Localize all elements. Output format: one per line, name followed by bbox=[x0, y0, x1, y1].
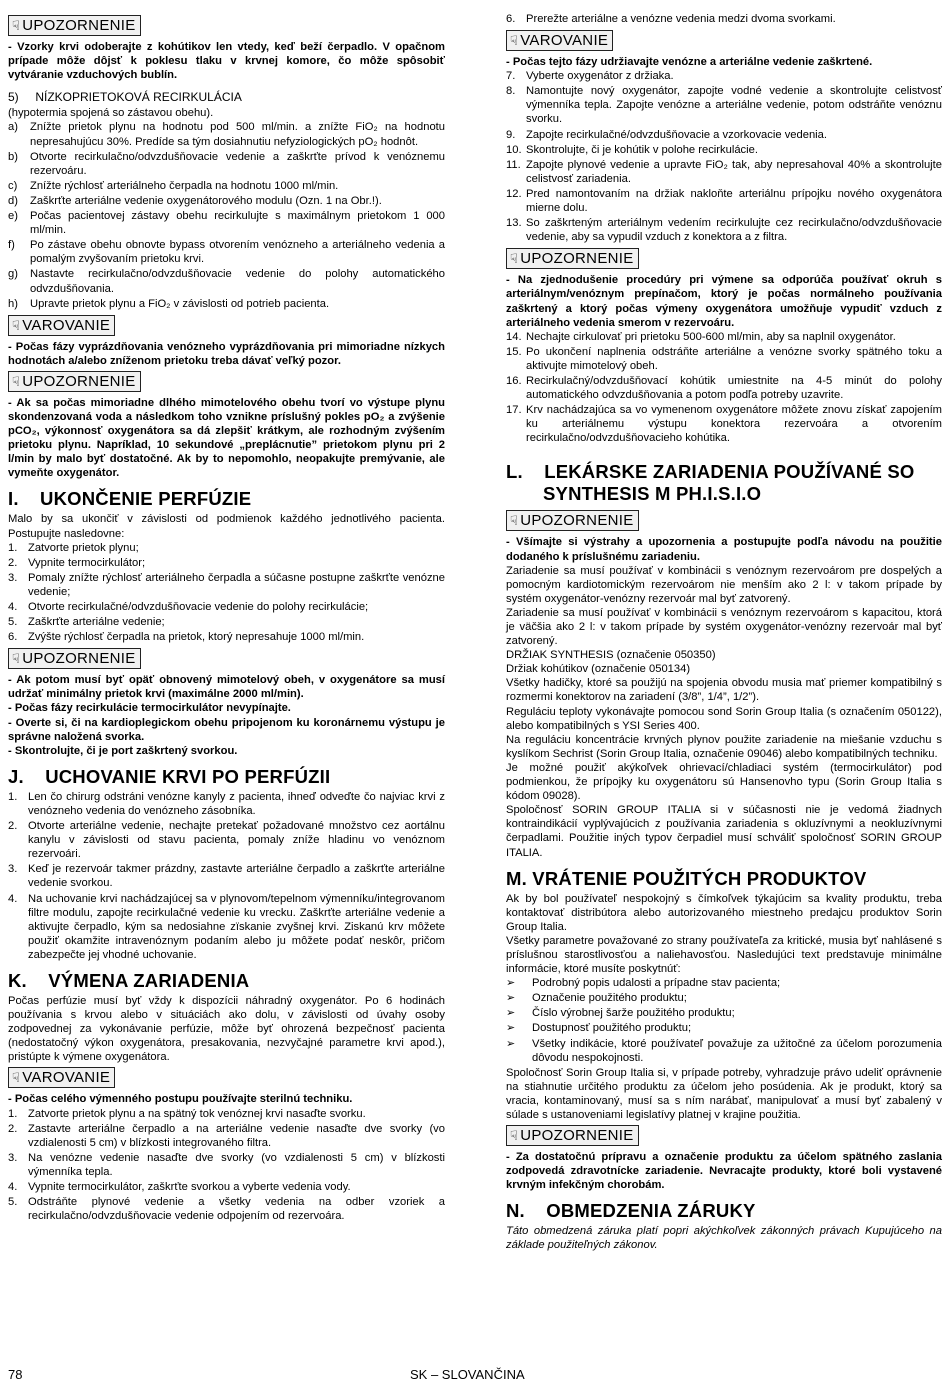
hand-pointing-down-icon: ☟ bbox=[12, 373, 21, 389]
section-n-text: Táto obmedzená záruka platí popri akýchkoľvek zákonných právach Kupujúceho na základe použiteľných zákonov. bbox=[506, 1225, 942, 1252]
list-marker: 3. bbox=[8, 571, 18, 584]
list-continued bbox=[506, 12, 942, 26]
section-m-p3: Spoločnosť Sorin Group Italia si, v prípade potreby, vyhradzuje právo udeliť oprávnenie na stiahnutie určitého produktu za účelom jeho posúdenia. Ak je produkt, ktorý sa vracia, kontaminovaný, musí sa s ním narábať, manipulovať a musí byť zabalený v súlade s ustanoveniami legislatívy platnej v krajine použitia. bbox=[506, 1066, 942, 1121]
list-item bbox=[506, 12, 942, 26]
warning-text: - Skontrolujte, či je port zaškrtený svorkou. bbox=[8, 744, 238, 757]
list-item bbox=[506, 158, 942, 186]
list-marker: b) bbox=[8, 150, 18, 163]
warning-text: - Na zjednodušenie procedúry pri výmene sa odporúča používať okruh s arteriálnym/venóznym prepínačom, ktorý je počas normálneho používania zaškrtený a ktorý počas výmeny oxygenátora umožňuje vypudiť vzduch z arteriálneho vedenia smerom v rezervoáru. bbox=[506, 274, 942, 329]
section-m-bullets bbox=[506, 976, 942, 1065]
list-marker: 15. bbox=[506, 345, 522, 358]
section-l-title-line1: L. LEKÁRSKE ZARIADENIA POUŽÍVANÉ SO bbox=[506, 461, 915, 483]
warning-text: - Ak sa počas mimoriadne dlhého mimotelového obehu tvorí vo výstupe plynu skondenzovaná voda a následkom toho vznikne príslušný pokles pO₂ a zvýšenie pCO₂, výkonnosť oxygenátora sa dá zlepšiť krátkym, ale rozhodným zvýšením prietoku plynu. Napríklad, 10 sekundové „preplácnutie” prietokom plynu pri 2 l/min by malo byť dostatočné. Ak by to nepomohlo, neopakujte premývanie, ale vymeňte oxygenátor. bbox=[8, 396, 445, 480]
list-text: Zatvorte prietok plynu a na spätný tok venóznej krvi nasaďte svorku. bbox=[28, 1107, 366, 1120]
warning-text: - Počas tejto fázy udržiavajte venózne a arteriálne vedenie zaškrtené. bbox=[506, 56, 873, 69]
list-marker: 2. bbox=[8, 820, 18, 833]
list-item bbox=[506, 330, 942, 344]
list-text: Zaškrťte arteriálne vedenie; bbox=[28, 616, 165, 629]
list-item bbox=[8, 209, 445, 237]
list-text: Znížte rýchlosť arteriálneho čerpadla na hodnotu 1000 ml/min. bbox=[30, 179, 339, 192]
section-i-list bbox=[8, 541, 445, 645]
section-l-title bbox=[506, 461, 942, 505]
hand-pointing-down-icon: ☟ bbox=[510, 1128, 519, 1144]
section-j-title: J. UCHOVANIE KRVI PO PERFÚZII bbox=[8, 765, 331, 787]
list-text: Namontujte nový oxygenátor, zapojte vodné vedenie a skontrolujte celistvosť výmenníka tepla. Zapojte venózne a arteriálne vedenie, potom odstráňte venóznu svorku. bbox=[526, 85, 942, 126]
list-text: Počas pacientovej zástavy obehu recirkulujte s maximálnym prietokom 1 000 ml/min. bbox=[30, 210, 445, 237]
list-marker: 4. bbox=[8, 892, 18, 905]
list-text: Otvorte recirkulačno/odvzdušňovacie vedenie a zaškrťte prívod k venóznemu rezervoáru. bbox=[30, 150, 445, 177]
list-marker: 13. bbox=[506, 217, 522, 230]
list-item bbox=[8, 541, 445, 555]
list-item bbox=[506, 216, 942, 244]
section-5-intro: (hypotermia spojená so zástavou obehu). bbox=[8, 107, 214, 120]
list-text: Vyberte oxygenátor z držiaka. bbox=[526, 70, 674, 83]
warning-list bbox=[8, 673, 445, 758]
bullet-item bbox=[506, 991, 942, 1005]
list-marker: 3. bbox=[8, 1151, 18, 1164]
arrow-bullet-icon: ➢ bbox=[506, 992, 516, 1005]
list-item bbox=[8, 1195, 445, 1223]
list-item bbox=[8, 1107, 445, 1121]
warning-box-upozornenie bbox=[8, 648, 141, 669]
list-text: Po ukončení naplnenia odstráňte arteriálne a venózne svorky spätného toku a aktivujte mimotelový obeh. bbox=[526, 345, 942, 372]
section-i-intro: Malo by sa ukončiť v závislosti od podmienok každého jednotlivého pacienta. Postupujte nasledovne: bbox=[8, 513, 445, 540]
list-text: Na venózne vedenie nasaďte dve svorky (vo vzdialenosti 5 cm) v blízkosti výmenníka tepla. bbox=[28, 1151, 445, 1178]
section-k-intro: Počas perfúzie musí byť vždy k dispozícii náhradný oxygenátor. Po 6 hodinách používania s krvou alebo v situáciách ako dolu, v závislosti od úvahy osoby zodpovednej za vykonávanie perfúzie, môže byť ohrozená bezpečnosť pacienta (nedostatočný výkon oxygenátora, presakovania, nezvyčajné parametre krvi apod.), pristúpte k výmene oxygenátora. bbox=[8, 994, 445, 1064]
warning-label: UPOZORNENIE bbox=[520, 250, 634, 268]
list-text: Zapojte plynové vedenie a upravte FiO₂ tak, aby nepresahoval 40% a skontrolujte celistvosť zariadenia. bbox=[526, 158, 942, 185]
section-5-list bbox=[8, 120, 445, 310]
warning-box-varovanie bbox=[506, 30, 613, 51]
bullet-text: Označenie použitého produktu; bbox=[532, 992, 687, 1005]
list-marker: 17. bbox=[506, 404, 522, 417]
list-text: Zvýšte rýchlosť čerpadla na prietok, ktorý nepresahuje 1000 ml/min. bbox=[28, 631, 365, 644]
hand-pointing-down-icon: ☟ bbox=[12, 651, 21, 667]
list-text: Znížte prietok plynu na hodnotu pod 500 ml/min. a znížte FiO₂ na hodnotu nepresahujúcu 30%. Predíde sa tým dosiahnutiu nefyziologických pO₂ hodnôt. bbox=[30, 121, 445, 148]
list-marker: h) bbox=[8, 297, 18, 310]
list-text: Zaškrťte arteriálne vedenie oxygenátorového modulu (Ozn. 1 na Obr.!). bbox=[30, 194, 382, 207]
list-item bbox=[8, 267, 445, 295]
section-l-paragraph: DRŽIAK SYNTHESIS (označenie 050350) bbox=[506, 649, 716, 662]
bullet-item bbox=[506, 1021, 942, 1035]
list-marker: 4. bbox=[8, 1181, 18, 1193]
list-text: Pred namontovaním na držiak nakloňte arteriálnu prípojku nového oxygenátora mierne dolu. bbox=[526, 187, 942, 215]
list-marker: 1. bbox=[8, 1107, 18, 1120]
arrow-bullet-icon: ➢ bbox=[506, 1037, 516, 1050]
warning-text: - Počas fázy vyprázdňovania venózneho vyprázdňovania pri mimoriadne nízkych hodnotách a/alebo zníženom prietoku treba dávať veľký pozor. bbox=[8, 340, 445, 367]
list-marker: 11. bbox=[506, 158, 521, 171]
section-m-p1: Ak by bol používateľ nespokojný s čímkoľvek týkajúcim sa kvality produktu, treba kontaktovať distribútora alebo autorizovaného miestneho predajcu produktov Sorin Group Italia. bbox=[506, 892, 942, 933]
hand-pointing-down-icon: ☟ bbox=[12, 317, 21, 333]
list-item bbox=[8, 630, 445, 644]
section-l-paragraph: Zariadenie sa musí používať v kombinácii s venóznym rezervoárom s kapacitou, ktorá je väčšia ako 2 l: v takom prípade by systém oxygenátor-venózny rezervoár mal byť zatvorený. bbox=[506, 606, 942, 648]
list-marker: g) bbox=[8, 268, 18, 281]
section-m-title: M. VRÁTENIE POUŽITÝCH PRODUKTOV bbox=[506, 867, 867, 889]
section-l-paragraph: Spoločnosť SORIN GROUP ITALIA si v súčasnosti nie je vedomá žiadnych kontraindikácií vyplývajúcich z používania zariadenia s okluzívnymi a neokluzívnymi čerpadlami. Použitie iných typov čerpadiel musí schváliť spoločnosť SORIN GROUP ITALIA. bbox=[506, 804, 942, 859]
list-marker: c) bbox=[8, 179, 18, 192]
list-item bbox=[8, 1122, 445, 1150]
bullet-text: Podrobný popis udalosti a prípadne stav pacienta; bbox=[532, 977, 781, 990]
warning-box-upozornenie bbox=[8, 15, 141, 36]
bullet-item bbox=[506, 1006, 942, 1020]
list-item bbox=[8, 819, 445, 861]
list-item bbox=[8, 1151, 445, 1179]
list-marker: 14. bbox=[506, 330, 522, 343]
footer-language: SK – SLOVANČINA bbox=[410, 1367, 525, 1382]
warning-label: VAROVANIE bbox=[22, 316, 111, 334]
list-text: Vypnite termocirkulátor; bbox=[28, 556, 146, 569]
list-text: Nastavte recirkulačno/odvzdušňovacie vedenie do polohy automatického odvzdušňovania. bbox=[30, 268, 445, 295]
list-item bbox=[8, 238, 445, 266]
list-marker: 6. bbox=[8, 631, 18, 644]
list-text: Zatvorte prietok plynu; bbox=[28, 541, 139, 554]
bullet-text: Všetky indikácie, ktoré používateľ považuje za užitočné za účelom porozumenia dôvodu nespokojnosti. bbox=[532, 1037, 942, 1064]
list-item bbox=[506, 345, 942, 373]
list-marker: d) bbox=[8, 194, 18, 207]
list-marker: e) bbox=[8, 210, 18, 223]
list-text: Na uchovanie krvi nachádzajúcej sa v plynovom/tepelnom výmenníku/integrovanom filtre modulu, zapojte recirkulačné vedenie ku vrecku. Zaškrťte arteriálne vedenie a aktivujte čerpadlo, kým sa nedosiahne zïskanie zvyšnej krvi. Ziskanú krv môžete použiť okamžite intravenóznym podaním alebo ju môžete podať neskôr, pričom zabezpečte jej vhodné uchovanie. bbox=[28, 892, 445, 961]
list-marker: 2. bbox=[8, 556, 18, 569]
section-l-paragraph: Držiak kohútikov (označenie 050134) bbox=[506, 663, 691, 676]
bullet-text: Číslo výrobnej šarže použitého produktu; bbox=[532, 1007, 735, 1020]
list-item bbox=[8, 150, 445, 178]
list-text: Prerežte arteriálne a venózne vedenia medzi dvoma svorkami. bbox=[526, 13, 836, 25]
list-text: Pomaly znížte rýchlosť arteriálneho čerpadla a súčasne postupne zaškrťte venózne vedenie; bbox=[28, 571, 445, 598]
section-l-paragraph: Reguláciu teploty vykonávajte pomocou sond Sorin Group Italia (s označením 050122), alebo kompatibilných s YSI Series 400. bbox=[506, 705, 942, 732]
list-text: Recirkulačný/odvzdušňovací kohútik umiestnite na 4-5 minút do polohy automatického odvzdušňovania a potom podľa potreby uzavrite. bbox=[526, 374, 942, 402]
list-marker: 7. bbox=[506, 70, 516, 83]
list-item bbox=[8, 600, 445, 614]
list-marker: 6. bbox=[506, 13, 516, 25]
warning-text: - Overte si, či na kardioplegickom obehu pripojenom ku koronárnemu výstupu je správne naložená svorka. bbox=[8, 716, 445, 743]
arrow-bullet-icon: ➢ bbox=[506, 1007, 516, 1020]
right-column bbox=[506, 12, 942, 1253]
warning-label: VAROVANIE bbox=[520, 32, 609, 50]
warning-label: VAROVANIE bbox=[22, 1069, 111, 1087]
list-marker: 16. bbox=[506, 374, 522, 387]
list-marker: a) bbox=[8, 121, 18, 134]
list-item bbox=[506, 84, 942, 126]
section-l-paragraph: Je možné použiť akýkoľvek ohrievací/chladiaci systém (termocirkulátor) pod podmienkou, že prípojky ku oxygenátoru sú Hansenovho typu (Sorin Group Italia s kódom 09028). bbox=[506, 761, 942, 803]
section-l-body bbox=[506, 564, 942, 860]
list-marker: 1. bbox=[8, 790, 18, 803]
list-item bbox=[506, 69, 942, 83]
section-j-list bbox=[8, 790, 445, 962]
list-marker: 9. bbox=[506, 128, 516, 141]
list-marker: 10. bbox=[506, 143, 522, 156]
warning-box-upozornenie bbox=[506, 248, 639, 269]
section-l-paragraph: Na reguláciu koncentrácie krvných plynov použite zariadenie na miešanie vzduchu s kyslíkom Sechrist (Sorin Group Italia, označenie 09046) alebo kompatibilných techniku. bbox=[506, 733, 942, 760]
list-marker: f) bbox=[8, 239, 15, 252]
list-text: Zapojte recirkulačné/odvzdušňovacie a vzorkovacie vedenia. bbox=[526, 128, 827, 141]
list-marker: 4. bbox=[8, 601, 18, 613]
hand-pointing-down-icon: ☟ bbox=[12, 18, 21, 33]
hand-pointing-down-icon: ☟ bbox=[510, 513, 519, 529]
list-text: Skontrolujte, či je kohútik v polohe recirkulácie. bbox=[526, 143, 758, 156]
warning-box-upozornenie bbox=[506, 510, 639, 531]
warning-label: UPOZORNENIE bbox=[520, 1127, 634, 1145]
section-5-title: 5) NÍZKOPRIETOKOVÁ RECIRKULÁCIA bbox=[8, 90, 242, 105]
warning-label: UPOZORNENIE bbox=[22, 372, 136, 390]
list-item bbox=[8, 615, 445, 629]
warning-box-upozornenie bbox=[506, 1125, 639, 1146]
section-n-title: N. OBMEDZENIA ZÁRUKY bbox=[506, 1200, 756, 1222]
list-text: Po zástave obehu obnovte bypass otvorením venózneho a arteriálneho vedenia a pomalým zvyšovaním prietoku krvi. bbox=[30, 239, 445, 266]
list-item bbox=[8, 556, 445, 570]
list-item bbox=[506, 187, 942, 215]
hand-pointing-down-icon: ☟ bbox=[510, 33, 519, 49]
hand-pointing-down-icon: ☟ bbox=[12, 1070, 21, 1086]
list-text: Upravte prietok plynu a FiO₂ v závislosti od potrieb pacienta. bbox=[30, 297, 330, 310]
bullet-item bbox=[506, 1037, 942, 1065]
list-text: Nechajte cirkulovať pri prietoku 500-600 ml/min, aby sa naplnil oxygenátor. bbox=[526, 330, 896, 343]
page-footer bbox=[0, 1365, 950, 1387]
list-marker: 5. bbox=[8, 616, 18, 629]
section-i-title: I. UKONČENIE PERFÚZIE bbox=[8, 488, 252, 510]
warning-label: UPOZORNENIE bbox=[22, 17, 136, 34]
list-item bbox=[8, 179, 445, 193]
list-item bbox=[8, 120, 445, 148]
list-marker: 1. bbox=[8, 541, 18, 554]
list-text: Len čo chirurg odstráni venózne kanyly z pacienta, ihneď odveďte čo najviac krvi z venózneho vedenia do venózneho zásobníka. bbox=[28, 790, 445, 817]
bullet-item bbox=[506, 976, 942, 990]
arrow-bullet-icon: ➢ bbox=[506, 1022, 516, 1035]
section-k-list bbox=[8, 1107, 445, 1224]
list-text: Vypnite termocirkulátor, zaškrťte svorkou a vyberte vedenia vody. bbox=[28, 1181, 351, 1193]
list-item bbox=[8, 297, 445, 311]
list-item bbox=[506, 403, 942, 445]
list-item bbox=[506, 143, 942, 157]
list-item bbox=[8, 571, 445, 599]
list-item bbox=[8, 862, 445, 890]
list-text: Krv nachádzajúca sa vo vymenenom oxygenátore môžete znovu získať zapojením ku arteriálnemu výstupu konektora rezervoára a otvorením recirkulačno/odvzdušňovacieho kohútika. bbox=[526, 404, 942, 445]
section-k-title: K. VÝMENA ZARIADENIA bbox=[8, 969, 250, 991]
warning-box-varovanie bbox=[8, 1067, 115, 1088]
list-item bbox=[8, 790, 445, 818]
arrow-bullet-icon: ➢ bbox=[506, 977, 516, 990]
list-marker: 2. bbox=[8, 1122, 18, 1135]
warning-text: - Ak potom musí byť opäť obnovený mimotelový obeh, v oxygenátore sa musí udržať minimálny prietok krvi (maximálne 2000 ml/min). bbox=[8, 674, 445, 701]
list-text: Zastavte arteriálne čerpadlo a na arteriálne vedenie nasaďte dve svorky (vo vzdialenosti 5 cm) v blízkosti integrovaného filtra. bbox=[28, 1122, 445, 1149]
warning-box-varovanie bbox=[8, 315, 115, 336]
section-l-title-line2: SYNTHESIS M PH.I.S.I.O bbox=[543, 483, 762, 505]
list-text: Otvorte recirkulačné/odvzdušňovacie vedenie do polohy recirkulácie; bbox=[28, 601, 369, 613]
section-l-paragraph: Zariadenie sa musí používať v kombinácii s venóznym rezervoárom pre dospelých a pomocným kardiotomickým rezervoárom nie menším ako 2 l: v takom prípade by systém oxygenátor-venózny rezervoár mal byť zatvorený. bbox=[506, 564, 942, 605]
section-l-paragraph: Všetky hadičky, ktoré sa použijú na spojenia obvodu musia mať priemer kompatibilný s rozmermi konektorov na zariadení (3/8”, 1/4”, 1/2”). bbox=[506, 677, 942, 704]
list-item bbox=[8, 1180, 445, 1194]
section-m-p2: Všetky parametre považované zo strany používateľa za kritické, musia byť nahlásené s príslušnou starostlivosťou a naliehavosťou. Nasledujúci text predstavuje minimálne informácie, ktoré musíte poskytnúť: bbox=[506, 934, 942, 976]
warning-label: UPOZORNENIE bbox=[520, 512, 634, 530]
hand-pointing-down-icon: ☟ bbox=[510, 251, 519, 267]
warning-text: - Všímajte si výstrahy a upozornenia a postupujte podľa návodu na použitie dodaného k príslušnému zariadeniu. bbox=[506, 536, 942, 563]
list-continued bbox=[506, 330, 942, 446]
left-column bbox=[8, 12, 445, 1224]
warning-text: - Počas fázy recirkulácie termocirkulátor nevypínajte. bbox=[8, 702, 291, 715]
list-marker: 3. bbox=[8, 863, 18, 876]
list-text: Keď je rezervoár takmer prázdny, zastavte arteriálne čerpadlo a zaškrťte arteriálne vedenie svorkou. bbox=[28, 863, 445, 890]
list-marker: 5. bbox=[8, 1196, 18, 1209]
list-marker: 8. bbox=[506, 85, 516, 98]
warning-text: - Počas celého výmenného postupu používajte sterilnú techniku. bbox=[8, 1093, 353, 1106]
warning-text: - Za dostatočnú prípravu a označenie produktu za účelom spätného zaslania zodpovedá zdravotnícke zariadenie. Nevracajte produkty, ktoré boli vystavené krvným infekčným chorobám. bbox=[506, 1151, 942, 1192]
page-number: 78 bbox=[8, 1367, 23, 1382]
warning-box-upozornenie bbox=[8, 371, 141, 392]
list-item bbox=[506, 374, 942, 402]
list-text: So zaškrteným arteriálnym vedením recirkulujte cez recirkulačno/odvzdušňovacie vedenie, aby sa vypudil vzduch z konektora a z filtra. bbox=[526, 217, 942, 244]
list-item bbox=[8, 194, 445, 208]
list-marker: 12. bbox=[506, 187, 522, 200]
list-text: Odstráňte plynové vedenie a všetky vedenia na odber vzoriek a recirkulačno/odvzdušňovacie vedenie odpojením od rezervoára. bbox=[28, 1196, 445, 1223]
list-item bbox=[8, 892, 445, 962]
list-continued bbox=[506, 69, 942, 244]
warning-label: UPOZORNENIE bbox=[22, 650, 136, 668]
bullet-text: Dostupnosť použitého produktu; bbox=[532, 1022, 692, 1035]
list-item bbox=[506, 128, 942, 142]
list-text: Otvorte arteriálne vedenie, nechajte pretekať požadované množstvo cez aortálnu kanylu v závislosti od stavu pacienta, pomaly zníže hladinu vo venóznom rezervoári. bbox=[28, 820, 445, 861]
warning-text: - Vzorky krvi odoberajte z kohútikov len vtedy, keď beží čerpadlo. V opačnom prípade môže dôjsť k poklesu tlaku v krvnej komore, čo môže spôsobiť vytváranie vzduchových bublín. bbox=[8, 41, 445, 82]
